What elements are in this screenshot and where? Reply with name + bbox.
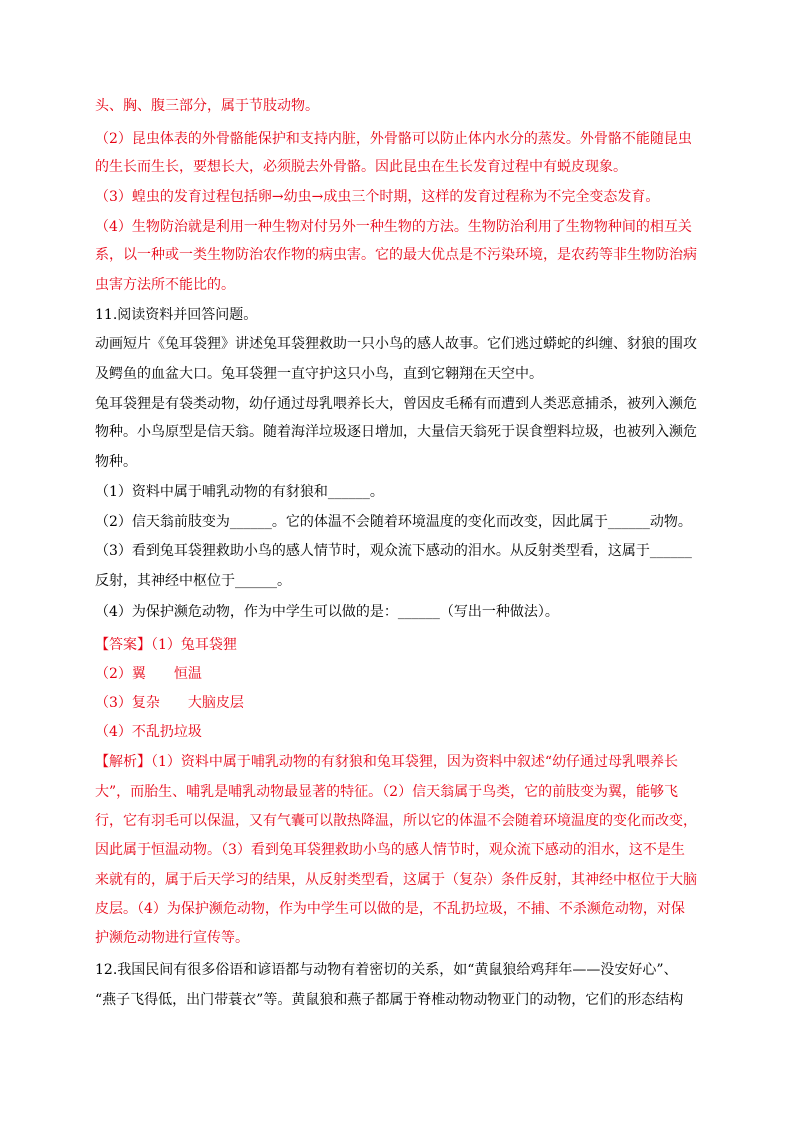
answer-line: （2）翼 恒温 <box>95 666 202 682</box>
question-11-title: 11.阅读资料并回答问题。 <box>95 307 258 323</box>
text-line: （4）生物防治就是利用一种生物对付另外一种生物的方法。生物防治利用了生物物种间的相互关 <box>95 219 692 235</box>
text-line: 系，以一种或一类生物防治农作物的病虫害。它的最大优点是不污染环境，是农药等非生物防治病 <box>95 247 697 263</box>
sub-question: （4）为保护濒危动物，作为中学生可以做的是：______（写出一种做法）。 <box>95 604 559 620</box>
sub-question: （2）信天翁前肢变为______。它的体温不会随着环境温度的变化而改变，因此属于______动物。 <box>95 514 692 530</box>
answer-line: （3）复杂 大脑皮层 <box>95 695 244 711</box>
answer-line: （4）不乱扔垃圾 <box>95 724 202 740</box>
analysis-line: 大”，而胎生、哺乳是哺乳动物最显著的特征。（2）信天翁属于鸟类，它的前肢变为翼，能够飞 <box>95 784 679 800</box>
analysis-line: 行，它有羽毛可以保温，又有气囊可以散热降温，所以它的体温不会随着环境温度的变化而改变， <box>95 813 697 829</box>
analysis-line: 护濒危动物进行宣传等。 <box>95 930 249 946</box>
text-line: 物种。小鸟原型是信天翁。随着海洋垃圾逐日增加，大量信天翁死于误食塑料垃圾，也被列入濒危 <box>95 424 697 440</box>
text-line: （2）昆虫体表的外骨骼能保护和支持内脏，外骨骼可以防止体内水分的蒸发。外骨骼不能随昆虫 <box>95 131 692 147</box>
analysis-line: 皮层。（4）为保护濒危动物，作为中学生可以做的是，不乱扔垃圾，不捕、不杀濒危动物，对保 <box>95 901 685 917</box>
sub-question: （3）看到兔耳袋狸救助小鸟的感人情节时，观众流下感动的泪水。从反射类型看，这属于______ <box>95 543 692 559</box>
text-line: 的生长而生长，要想长大，必须脱去外骨骼。因此昆虫在生长发育过程中有蜕皮现象。 <box>95 159 627 175</box>
text-line: 及鳄鱼的血盆大口。兔耳袋狸一直守护这只小鸟，直到它翱翔在天空中。 <box>95 366 543 382</box>
text-line: 兔耳袋狸是有袋类动物，幼仔通过母乳喂养长大，曾因皮毛稀有而遭到人类恶意捕杀，被列入濒危 <box>95 396 697 412</box>
text-line: 物种。 <box>95 454 137 470</box>
sub-question: 反射，其神经中枢位于______。 <box>95 573 291 589</box>
question-12-title: 12.我国民间有很多俗语和谚语都与动物有着密切的关系，如“黄鼠狼给鸡拜年——没安好心”、 <box>95 962 678 978</box>
analysis-line: 因此属于恒温动物。（3）看到兔耳袋狸救助小鸟的感人情节时，观众流下感动的泪水，这不是生 <box>95 842 685 858</box>
text-line: 动画短片《兔耳袋狸》讲述兔耳袋狸救助一只小鸟的感人故事。它们逃过蟒蛇的纠缠、豺狼的围攻 <box>95 336 697 352</box>
text-line: 虫害方法所不能比的。 <box>95 277 235 293</box>
analysis-line: 来就有的，属于后天学习的结果，从反射类型看，这属于（复杂）条件反射，其神经中枢位于大脑 <box>95 872 697 888</box>
sub-question: （1）资料中属于哺乳动物的有豺狼和______。 <box>95 484 384 500</box>
analysis-heading: 【解析】（1）资料中属于哺乳动物的有豺狼和兔耳袋狸，因为资料中叙述“幼仔通过母乳喂养长 <box>95 754 679 770</box>
text-line: “燕子飞得低，出门带蓑衣”等。黄鼠狼和燕子都属于脊椎动物动物亚门的动物，它们的形态结构 <box>95 992 684 1008</box>
answer-heading: 【答案】（1）兔耳袋狸 <box>95 637 237 653</box>
text-line: 头、胸、腹三部分，属于节肢动物。 <box>95 98 319 114</box>
text-line: （3）蝗虫的发育过程包括卵→幼虫→成虫三个时期，这样的发育过程称为不完全变态发育。 <box>95 189 660 205</box>
